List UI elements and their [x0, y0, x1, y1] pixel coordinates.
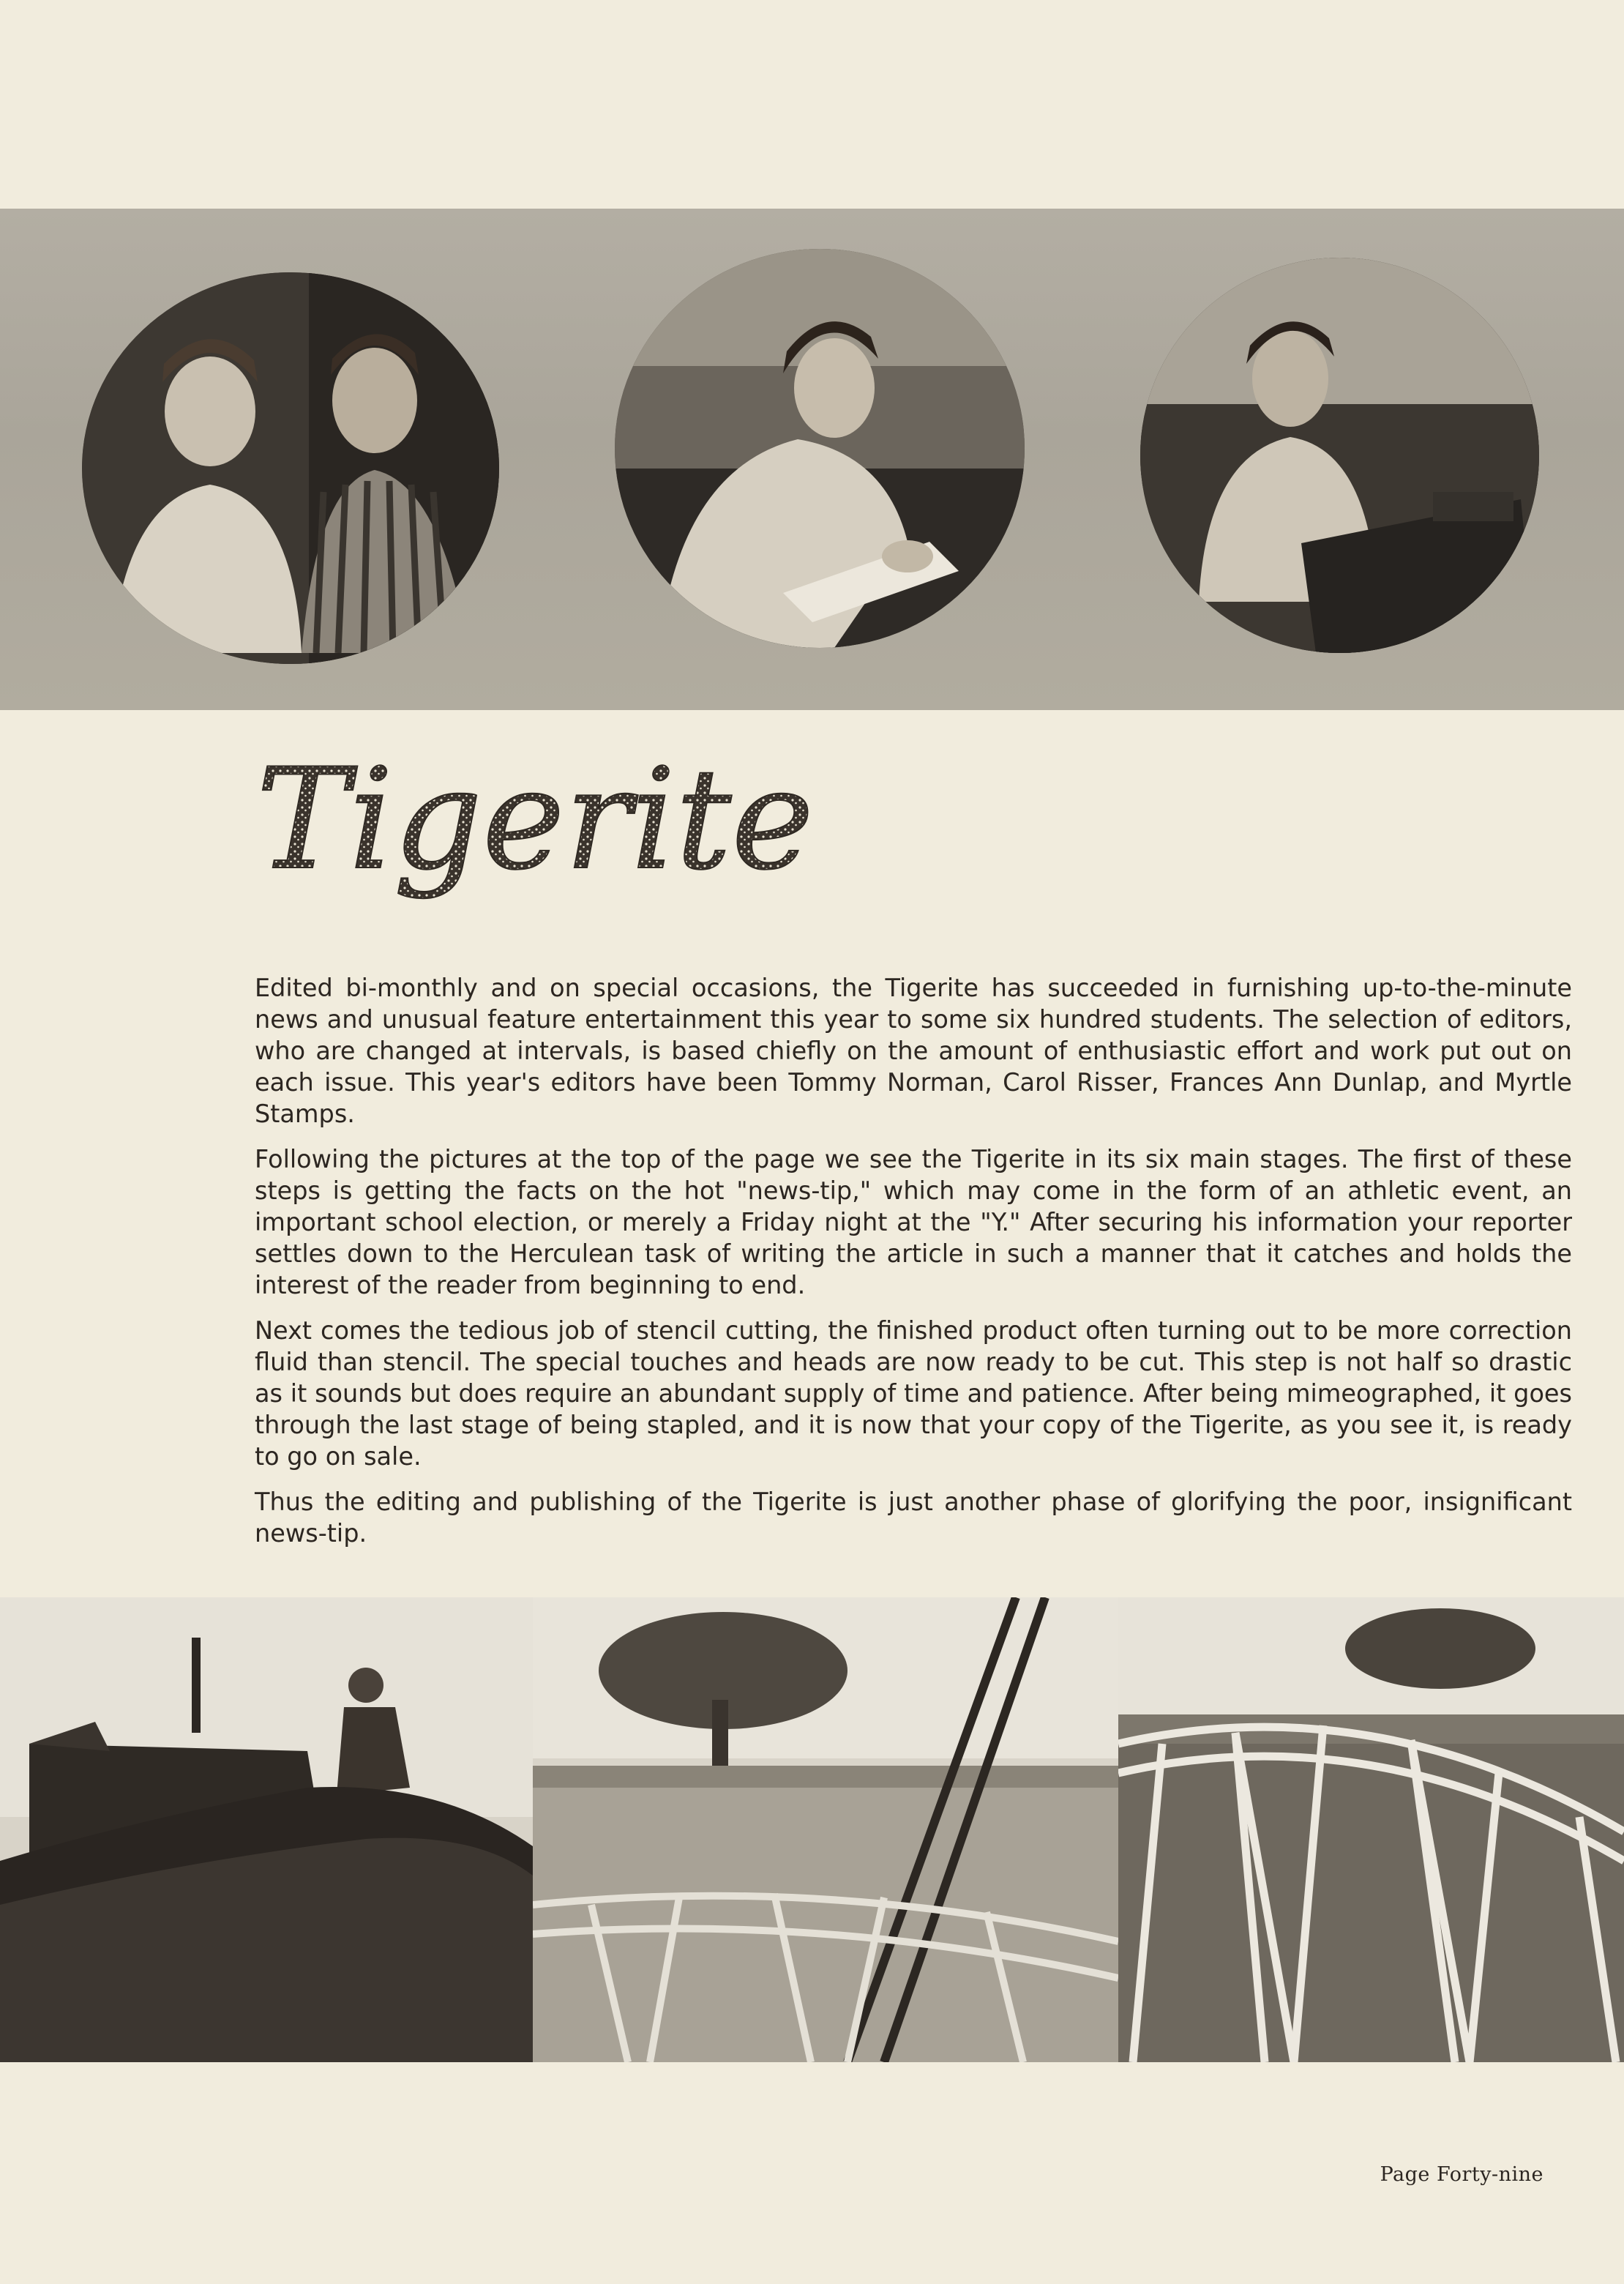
photo-steel-trusses: [1118, 1597, 1624, 2062]
article-body: [255, 972, 1572, 1563]
photo-girl-typing: [1140, 258, 1539, 653]
page-number: Page Forty-nine: [1380, 2163, 1543, 2186]
paragraph-2: Following the pictures at the top of the page we see the Tigerite in its six main stages. The first of these steps is getting the facts on the hot "news-tip," which may come in the form of an athletic event, an important school election, or merely a Friday night at the "Y." After securing his information your reporter settles down to the Herculean task of writing the article in such a manner that it catches and holds the interest of the reader from beginning to end.: [255, 1145, 1572, 1299]
paragraph-3: Next comes the tedious job of stencil cutting, the finished product often turning out to be more correction fluid than stencil. The special touches and heads are now ready to be cut. This step is not half so drastic as it sounds but does require an abundant supply of time and patience. After being mimeographed, it goes through the last stage of being stapled, and it is now that your copy of the Tigerite, as you see it, is ready to go on sale.: [255, 1316, 1572, 1471]
title-lettering: Tigerite: [256, 739, 814, 900]
paragraph-4: Thus the editing and publishing of the Tigerite is just another phase of glorifying the poor, insignificant news-tip.: [255, 1488, 1572, 1548]
photo-girl-writing: [615, 249, 1025, 648]
photo-two-students-talking: [82, 272, 499, 664]
paragraph-1: Edited bi-monthly and on special occasions, the Tigerite has succeeded in furnishing up-to-the-minute news and unusual feature entertainment this year to some six hundred students. The selection of editors, who are changed at intervals, is based chiefly on the amount of enthusiastic effort and work put out on each issue. This year's editors have been Tommy Norman, Carol Risser, Frances Ann Dunlap, and Myrtle Stamps.: [255, 974, 1572, 1128]
photo-crane-site: [533, 1597, 1118, 2062]
photo-tractor-construction: [0, 1597, 533, 2062]
tigerite-script-title: [242, 739, 900, 959]
